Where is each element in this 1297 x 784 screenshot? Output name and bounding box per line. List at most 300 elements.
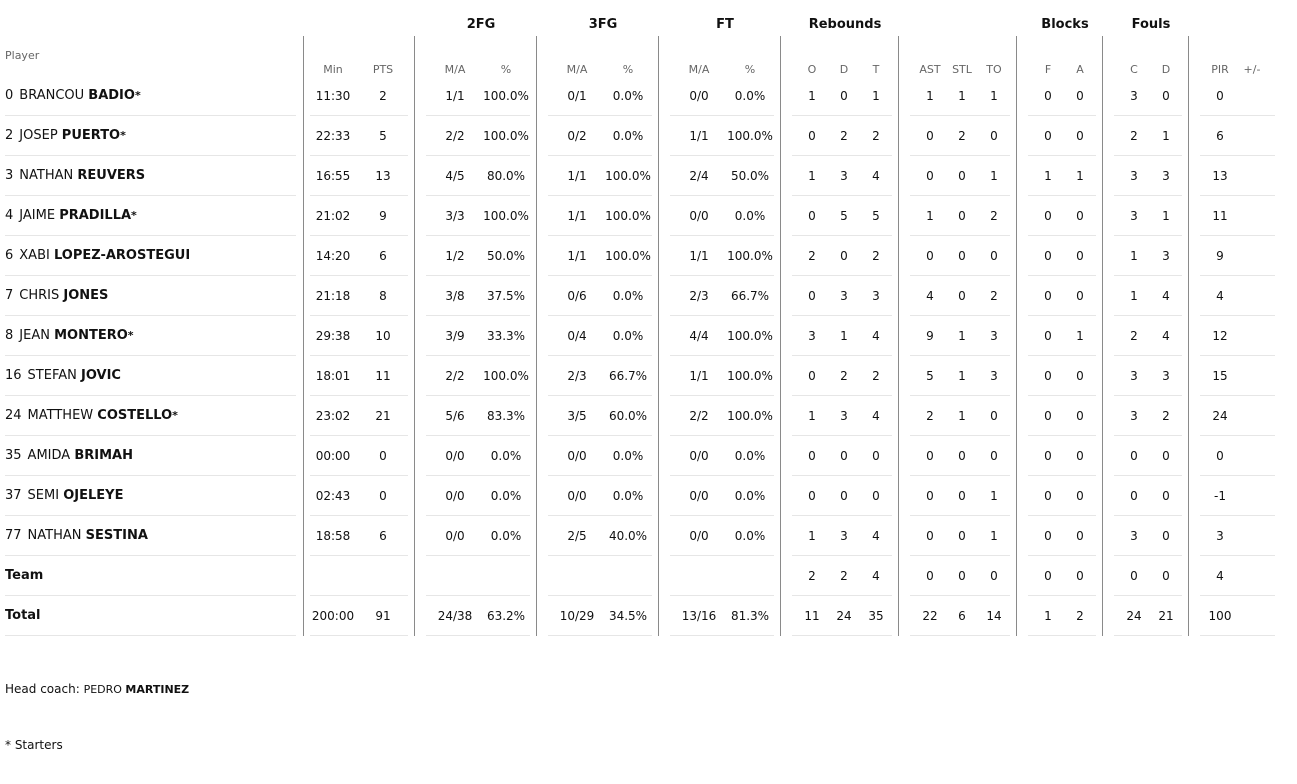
stat-cell: 0	[990, 449, 998, 463]
stat-cell: 0	[958, 569, 966, 583]
stat-cell: 100.0%	[727, 369, 773, 383]
stat-cell: 4	[1216, 569, 1224, 583]
stat-cell: 0/6	[567, 289, 587, 303]
stat-cell: 0	[1076, 249, 1084, 263]
player-last-name: JONES	[63, 288, 109, 303]
stat-cell: 0	[990, 129, 998, 143]
player-name	[5, 516, 148, 556]
stat-cell: 81.3%	[730, 609, 770, 623]
stat-cell: 22:33	[315, 129, 351, 143]
stat-cell: 1	[958, 329, 966, 343]
player-first-name: STEFAN	[27, 368, 77, 383]
stat-cell: 0	[1044, 369, 1052, 383]
stat-cell: 3	[1216, 529, 1224, 543]
stat-cell: 18:01	[315, 369, 351, 383]
stat-cell: 9	[1216, 249, 1224, 263]
stat-cell: 6	[1216, 129, 1224, 143]
player-name	[5, 356, 121, 396]
player-last-name: BADIO	[88, 88, 135, 103]
starter-star: *	[131, 209, 137, 222]
stat-cell: 0	[1076, 129, 1084, 143]
group-header-ft: FT	[716, 17, 734, 32]
stat-cell: 0	[1044, 409, 1052, 423]
row-separator	[1200, 635, 1275, 636]
starter-star: *	[134, 89, 141, 102]
player-number: 3	[5, 168, 14, 183]
stat-cell: 0/0	[689, 489, 709, 503]
player-row	[0, 396, 1297, 436]
stat-cell: 4	[1162, 329, 1170, 343]
stat-cell: 0	[990, 569, 998, 583]
stat-cell: 0	[808, 489, 816, 503]
stat-cell: 2	[990, 289, 998, 303]
stat-cell: 3	[1162, 369, 1170, 383]
player-row	[0, 236, 1297, 276]
stat-cell: 11	[375, 369, 391, 383]
player-first-name: BRANCOU	[19, 88, 85, 103]
player-number: 24	[5, 408, 22, 423]
stat-cell: 0	[1044, 289, 1052, 303]
player-first-name: JEAN	[19, 328, 50, 343]
stat-cell: 1	[990, 489, 998, 503]
stat-cell: 0	[1162, 489, 1170, 503]
stat-cell: 0	[1044, 529, 1052, 543]
stat-cell: 91	[375, 609, 391, 623]
stat-cell: 5	[926, 369, 934, 383]
stat-cell: 0.0%	[612, 129, 644, 143]
stat-cell: 23:02	[315, 409, 351, 423]
stat-cell: 0	[872, 449, 880, 463]
stat-cell: 6	[379, 249, 387, 263]
stat-cell: 3	[1130, 169, 1138, 183]
stat-cell: 4	[872, 529, 880, 543]
stat-cell: 4	[872, 409, 880, 423]
stat-cell: 0	[808, 129, 816, 143]
stat-cell: 0.0%	[612, 449, 644, 463]
stat-cell: 3	[1130, 369, 1138, 383]
stat-cell: 3/9	[445, 329, 465, 343]
player-last-name: PUERTO	[61, 128, 121, 143]
column-header: A	[1076, 63, 1084, 76]
group-header-reb: Rebounds	[808, 17, 882, 32]
stat-cell: 24	[1212, 409, 1228, 423]
stat-cell: 0	[1076, 289, 1084, 303]
player-row	[0, 76, 1297, 116]
stat-cell: 1	[1044, 609, 1052, 623]
stat-cell: 4	[872, 569, 880, 583]
stat-cell: 3	[1130, 209, 1138, 223]
stat-cell: 02:43	[315, 489, 351, 503]
stat-cell: 100.0%	[727, 249, 773, 263]
stat-cell: 4	[1216, 289, 1224, 303]
player-name	[5, 236, 190, 276]
stat-cell: 12	[1212, 329, 1228, 343]
player-name	[5, 316, 134, 356]
player-row	[0, 436, 1297, 476]
stat-cell: 4/4	[689, 329, 709, 343]
stat-cell: 0/0	[445, 489, 465, 503]
stat-cell: 0	[990, 409, 998, 423]
stat-cell: 1/1	[689, 369, 709, 383]
stat-cell: 6	[379, 529, 387, 543]
stat-cell: 0/1	[567, 89, 587, 103]
player-first-name: JAIME	[19, 208, 56, 223]
stat-cell: 1	[990, 169, 998, 183]
team-row	[0, 556, 1297, 596]
stat-cell: 21:18	[315, 289, 351, 303]
player-last-name: REUVERS	[77, 168, 146, 183]
stat-cell: 34.5%	[608, 609, 648, 623]
player-row	[0, 316, 1297, 356]
group-header-blk: Blocks	[1041, 17, 1089, 32]
stat-cell: 14	[986, 609, 1002, 623]
stat-cell: 0	[840, 249, 848, 263]
stat-cell: 50.0%	[730, 169, 770, 183]
stat-cell: 40.0%	[608, 529, 648, 543]
player-row	[0, 476, 1297, 516]
stat-cell: 8	[379, 289, 387, 303]
stat-cell: 4	[1162, 289, 1170, 303]
row-separator	[792, 635, 892, 636]
stat-cell: 0	[926, 489, 934, 503]
column-header: STL	[952, 63, 972, 76]
head-coach-label: Head coach:	[5, 682, 80, 696]
stat-cell: 2	[872, 249, 880, 263]
total-row	[0, 596, 1297, 636]
stat-cell: 100.0%	[727, 129, 773, 143]
stat-cell: 100.0%	[727, 409, 773, 423]
stat-cell: 0	[1076, 409, 1084, 423]
stat-cell: 21:02	[315, 209, 351, 223]
stat-cell: 22	[922, 609, 938, 623]
stat-cell: 0.0%	[734, 449, 766, 463]
column-header: Min	[323, 63, 343, 76]
stat-cell: 0/0	[567, 449, 587, 463]
stat-cell: 0	[1162, 89, 1170, 103]
stat-cell: 15	[1212, 369, 1228, 383]
stat-cell: 0	[926, 249, 934, 263]
player-last-name: JOVIC	[81, 368, 121, 383]
stat-cell: 2	[840, 569, 848, 583]
head-coach-name: PEDRO MARTINEZ	[83, 683, 190, 696]
column-header: %	[622, 63, 634, 76]
player-number: 7	[5, 288, 14, 303]
stat-cell: 1	[1162, 209, 1170, 223]
stat-cell: 0/0	[689, 89, 709, 103]
stat-cell: 5	[379, 129, 387, 143]
stat-cell: 0/0	[445, 529, 465, 543]
stat-cell: 2	[840, 129, 848, 143]
column-header: D	[1161, 63, 1171, 76]
stat-cell: 3	[1130, 529, 1138, 543]
stat-cell: 0/0	[689, 209, 709, 223]
stat-cell: 2	[1162, 409, 1170, 423]
stat-cell: 5	[840, 209, 848, 223]
column-header: M/A	[444, 63, 466, 76]
stat-cell: 0	[379, 449, 387, 463]
stat-cell: 0/4	[567, 329, 587, 343]
player-number: 35	[5, 448, 22, 463]
starters-note: * Starters	[5, 738, 63, 752]
stat-cell: 4	[872, 329, 880, 343]
stat-cell: 50.0%	[486, 249, 526, 263]
stat-cell: 0	[808, 209, 816, 223]
stat-cell: 37.5%	[486, 289, 526, 303]
stat-cell: 1	[990, 529, 998, 543]
player-name	[5, 276, 108, 316]
stat-cell: 0	[840, 489, 848, 503]
stat-cell: 80.0%	[486, 169, 526, 183]
stat-cell: 4	[872, 169, 880, 183]
row-separator	[426, 635, 530, 636]
stat-cell: 0.0%	[612, 89, 644, 103]
stat-cell: 1	[1076, 169, 1084, 183]
stat-cell: 0.0%	[612, 329, 644, 343]
player-first-name: XABI	[19, 248, 50, 263]
stat-cell: 2	[808, 569, 816, 583]
stat-cell: 3	[1130, 89, 1138, 103]
row-separator	[5, 635, 296, 636]
stat-cell: 100.0%	[605, 249, 651, 263]
stat-cell: 0	[1216, 89, 1224, 103]
stat-cell: 13	[375, 169, 391, 183]
head-coach	[5, 682, 189, 696]
stat-cell: 100.0%	[727, 329, 773, 343]
stat-cell: 0	[808, 289, 816, 303]
stat-cell: 0	[808, 369, 816, 383]
stat-cell: 13	[1212, 169, 1228, 183]
stat-cell: 0	[926, 169, 934, 183]
stat-cell: 3/3	[445, 209, 465, 223]
row-separator	[670, 635, 774, 636]
stat-cell: 0	[1076, 369, 1084, 383]
stat-cell: 63.2%	[486, 609, 526, 623]
stat-cell: 1/1	[567, 169, 587, 183]
column-header: AST	[919, 63, 941, 76]
stat-cell: 0	[1162, 449, 1170, 463]
stat-cell: 9	[926, 329, 934, 343]
stat-cell: 13/16	[681, 609, 717, 623]
stat-cell: 3	[872, 289, 880, 303]
stat-cell: 2/2	[445, 369, 465, 383]
stat-cell: 6	[958, 609, 966, 623]
row-separator	[1114, 635, 1182, 636]
column-header: D	[839, 63, 849, 76]
stat-cell: 2	[379, 89, 387, 103]
stat-cell: 0.0%	[734, 529, 766, 543]
player-number: 2	[5, 128, 14, 143]
stat-cell: 0.0%	[490, 489, 522, 503]
player-last-name: COSTELLO	[97, 408, 173, 423]
stat-cell: 35	[868, 609, 884, 623]
stat-cell: 1	[958, 369, 966, 383]
stat-cell: 0/0	[689, 449, 709, 463]
stat-cell: 1	[1130, 249, 1138, 263]
stat-cell: 1/2	[445, 249, 465, 263]
stat-cell: 1	[990, 89, 998, 103]
stat-cell: 0	[1130, 489, 1138, 503]
stat-cell: 0	[1044, 209, 1052, 223]
starter-star: *	[127, 329, 134, 342]
row-separator	[910, 635, 1010, 636]
total-label: Total	[5, 608, 41, 623]
stat-cell: 21	[1158, 609, 1174, 623]
stat-cell: 9	[379, 209, 387, 223]
group-header-fouls: Fouls	[1131, 17, 1171, 32]
column-header: T	[872, 63, 880, 76]
stat-cell: 200:00	[311, 609, 355, 623]
stat-cell: 2	[808, 249, 816, 263]
stat-cell: 1/1	[567, 249, 587, 263]
stat-cell: 0.0%	[490, 529, 522, 543]
player-name	[5, 196, 137, 236]
stat-cell: -1	[1214, 489, 1226, 503]
player-number: 6	[5, 248, 14, 263]
stat-cell: 1	[926, 89, 934, 103]
stat-cell: 0	[1076, 529, 1084, 543]
stat-cell: 1	[840, 329, 848, 343]
stat-cell: 0.0%	[734, 489, 766, 503]
stat-cell: 1	[808, 529, 816, 543]
player-row	[0, 196, 1297, 236]
player-name	[5, 156, 145, 196]
stat-cell: 1	[808, 169, 816, 183]
stat-cell: 100.0%	[483, 89, 529, 103]
row-separator	[548, 635, 652, 636]
stat-cell: 100.0%	[483, 369, 529, 383]
player-first-name: MATTHEW	[27, 408, 94, 423]
stat-cell: 2	[840, 369, 848, 383]
stat-cell: 2	[958, 129, 966, 143]
stat-cell: 10	[375, 329, 391, 343]
stat-cell: 24	[836, 609, 852, 623]
stat-cell: 0.0%	[490, 449, 522, 463]
stat-cell: 0	[1076, 449, 1084, 463]
column-header: F	[1044, 63, 1052, 76]
stat-cell: 0	[926, 569, 934, 583]
player-name	[5, 476, 123, 516]
player-row	[0, 356, 1297, 396]
stat-cell: 0	[1044, 89, 1052, 103]
player-number: 16	[5, 368, 22, 383]
stat-cell: 3/8	[445, 289, 465, 303]
stat-cell: 0	[1044, 449, 1052, 463]
stat-cell: 0/0	[689, 529, 709, 543]
player-first-name: AMIDA	[27, 448, 71, 463]
player-row	[0, 276, 1297, 316]
stat-cell: 0	[379, 489, 387, 503]
player-first-name: NATHAN	[27, 528, 82, 543]
stat-cell: 1	[872, 89, 880, 103]
player-last-name: OJELEYE	[63, 488, 124, 503]
player-first-name: CHRIS	[19, 288, 60, 303]
stat-cell: 0	[1130, 569, 1138, 583]
stat-cell: 0	[1076, 569, 1084, 583]
starter-star: *	[172, 409, 178, 422]
stat-cell: 0	[1162, 529, 1170, 543]
stat-cell: 33.3%	[486, 329, 526, 343]
stat-cell: 100.0%	[605, 209, 651, 223]
stat-cell: 0	[958, 529, 966, 543]
player-name	[5, 116, 126, 156]
stat-cell: 2/3	[689, 289, 709, 303]
stat-cell: 0/2	[567, 129, 587, 143]
stat-cell: 3	[1130, 409, 1138, 423]
stat-cell: 11:30	[315, 89, 351, 103]
stat-cell: 00:00	[315, 449, 351, 463]
stat-cell: 0	[1044, 249, 1052, 263]
stat-cell: 0	[958, 449, 966, 463]
player-first-name: NATHAN	[19, 168, 74, 183]
stat-cell: 0	[840, 89, 848, 103]
stat-cell: 2	[1130, 329, 1138, 343]
column-header: PTS	[372, 63, 394, 76]
stat-cell: 2	[872, 129, 880, 143]
player-first-name: JOSEP	[19, 128, 58, 143]
stat-cell: 0	[958, 489, 966, 503]
stat-cell: 2/2	[689, 409, 709, 423]
stat-cell: 1/1	[445, 89, 465, 103]
stat-cell: 2	[872, 369, 880, 383]
player-first-name: SEMI	[27, 488, 60, 503]
player-row	[0, 516, 1297, 556]
stat-cell: 3	[990, 369, 998, 383]
stat-cell: 100.0%	[483, 129, 529, 143]
stat-cell: 0	[990, 249, 998, 263]
player-number: 37	[5, 488, 22, 503]
group-header-2fg: 2FG	[466, 17, 496, 32]
stat-cell: 0.0%	[734, 209, 766, 223]
stat-cell: 1	[926, 209, 934, 223]
stat-cell: 66.7%	[730, 289, 770, 303]
stat-cell: 1	[1076, 329, 1084, 343]
stat-cell: 60.0%	[608, 409, 648, 423]
stat-cell: 1	[1130, 289, 1138, 303]
column-header: M/A	[688, 63, 710, 76]
stat-cell: 0	[840, 449, 848, 463]
stat-cell: 0	[1044, 129, 1052, 143]
stat-cell: 0	[1044, 489, 1052, 503]
stat-cell: 0	[1130, 449, 1138, 463]
player-column-header: Player	[5, 49, 40, 62]
stat-cell: 2/5	[567, 529, 587, 543]
stat-cell: 1	[808, 409, 816, 423]
stat-cell: 0	[926, 449, 934, 463]
player-row	[0, 116, 1297, 156]
stat-cell: 2	[926, 409, 934, 423]
player-row	[0, 156, 1297, 196]
stat-cell: 0	[1076, 89, 1084, 103]
stat-cell: 100.0%	[605, 169, 651, 183]
stat-cell: 24/38	[437, 609, 473, 623]
stat-cell: 29:38	[315, 329, 351, 343]
stat-cell: 24	[1126, 609, 1142, 623]
stat-cell: 100.0%	[483, 209, 529, 223]
stat-cell: 0	[1162, 569, 1170, 583]
stat-cell: 0	[926, 529, 934, 543]
stat-cell: 0	[1216, 449, 1224, 463]
stat-cell: 0	[926, 129, 934, 143]
stat-cell: 16:55	[315, 169, 351, 183]
stat-cell: 1	[958, 89, 966, 103]
stat-cell: 5	[872, 209, 880, 223]
column-header: C	[1130, 63, 1138, 76]
stat-cell: 2	[990, 209, 998, 223]
stat-cell: 1	[1162, 129, 1170, 143]
stat-cell: 0	[872, 489, 880, 503]
stat-cell: 3	[1162, 249, 1170, 263]
player-number: 8	[5, 328, 14, 343]
